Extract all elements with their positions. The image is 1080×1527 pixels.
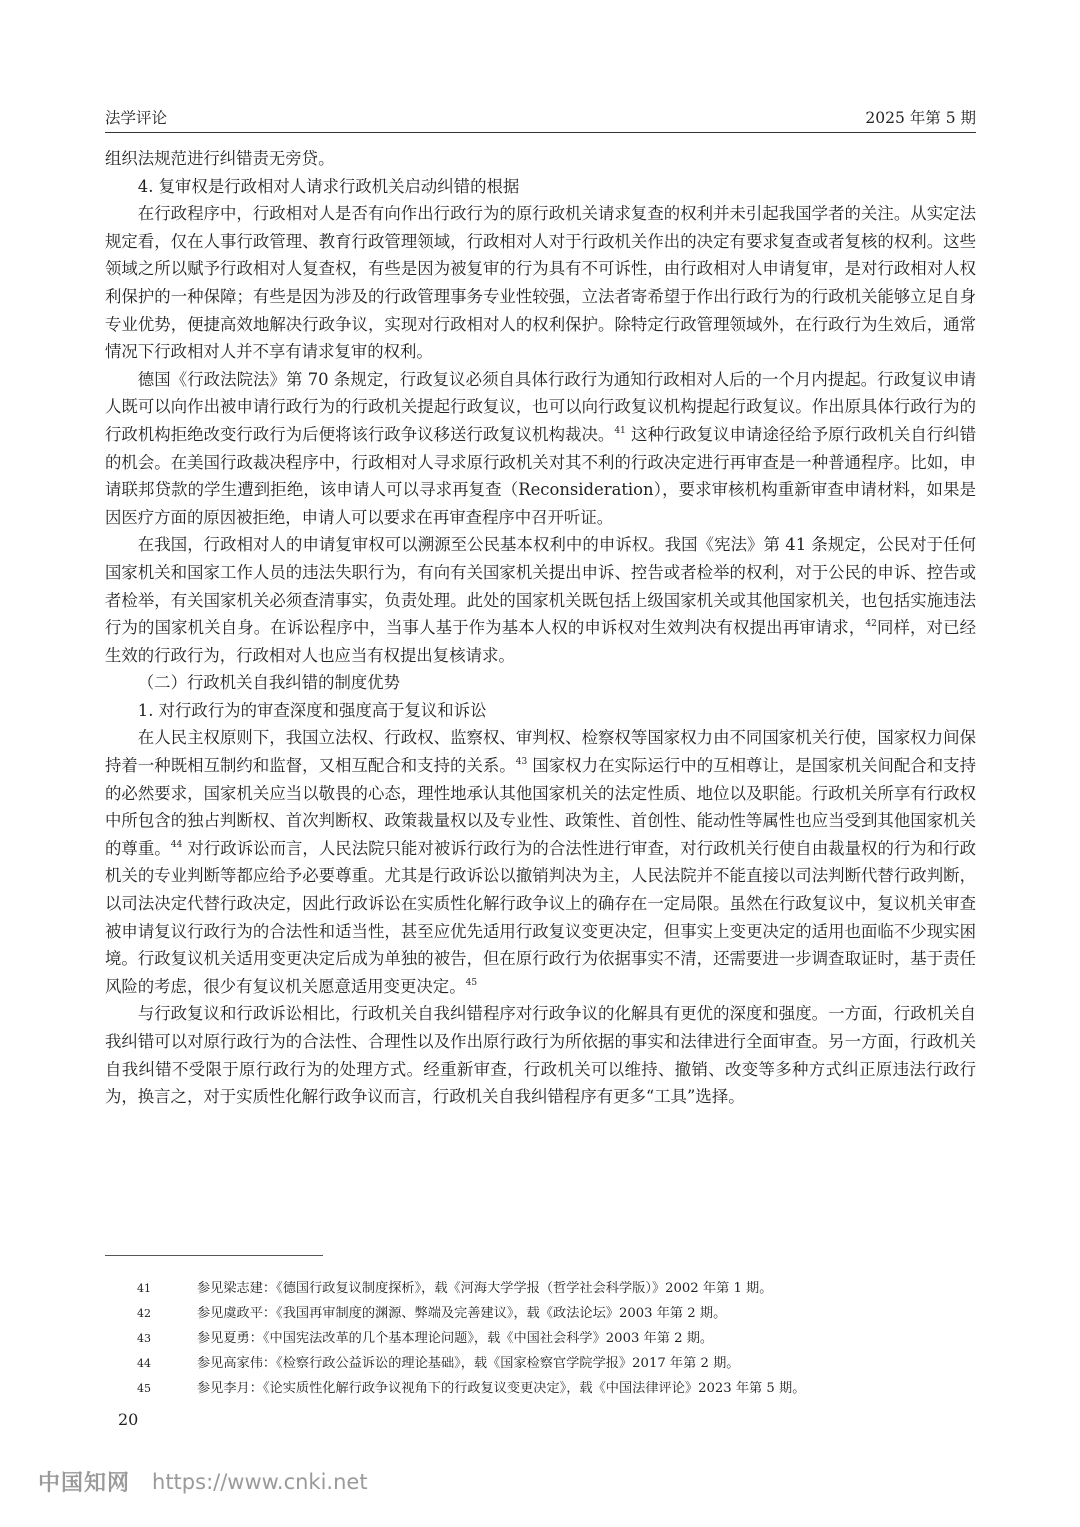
footnote-number: 45 xyxy=(137,1382,151,1395)
footnote xyxy=(105,1376,976,1401)
paragraph-text: 对行政诉讼而言，人民法院只能对被诉行政行为的合法性进行审查，对行政机关行使自由裁量权的行为和行政机关的专业判断等都应给予必要尊重。尤其是行政诉讼以撤销判决为主，人民法院并不能直接以司法判断代替行政判断，以司法决定代替行政决定，因此行政诉讼在实质性化解行政争议上的确存在一定局限。虽然在行政复议中，复议机关审查被申请复议行政行为的合法性和适当性，甚至应优先适用行政复议变更决定，但事实上变更决定的适用也面临不少现实困境。行政复议机关适用变更决定后成为单独的被告，但在原行政行为依据事实不清，还需要进一步调查取证时，基于责任风险的考虑，很少有复议机关愿意适用变更决定。 xyxy=(105,838,976,996)
cnki-url: https://www.cnki.net xyxy=(152,1469,368,1494)
footnote-text: 参见虞政平：《我国再审制度的渊源、弊端及完善建议》，载《政法论坛》2003 年第 2 期。 xyxy=(197,1306,727,1321)
footnote-text: 参见高家伟：《检察行政公益诉讼的理论基础》，载《国家检察官学院学报》2017 年第 2 期。 xyxy=(197,1356,740,1371)
paragraph-text: 国家权力在实际运行中的互相尊让，是国家机关间配合和支持的必然要求，国家机关应当以敬畏的心态，理性地承认其他国家机关的法定性质、地位以及职能。行政机关所享有行政权中所包含的独占判断权、首次判断权、政策裁量权以及专业性、政策性、首创性、能动性等属性也应当受到其他国家机关的尊重。 xyxy=(105,756,976,858)
footnote-ref: 41 xyxy=(614,425,626,436)
paragraph-text: 德国《行政法院法》第 70 条规定，行政复议必须自具体行政行为通知行政相对人后的一个月内提起。行政复议申请人既可以向作出被申请行政行为的行政机关提起行政复议，也可以向行政复议机构提起行政复议。作出原具体行政行为的行政机构拒绝改变行政行为后便将该行政争议移送行政复议机构裁决。 xyxy=(105,369,976,444)
footnote-number: 41 xyxy=(137,1282,151,1295)
paragraph-text: 在人民主权原则下，我国立法权、行政权、监察权、审判权、检察权等国家权力由不同国家机关行使，国家权力间保持着一种既相互制约和监督，又相互配合和支持的关系。 xyxy=(105,728,976,776)
paragraph: 与行政复议和行政诉讼相比，行政机关自我纠错程序对行政争议的化解具有更优的深度和强度。一方面，行政机关自我纠错可以对原行政行为的合法性、合理性以及作出原行政行为所依据的事实和法律进行全面审查。另一方面，行政机关自我纠错不受限于原行政行为的处理方式。经重新审查，行政机关可以维持、撤销、改变等多种方式纠正原违法行政行为，换言之，对于实质性化解行政争议而言，行政机关自我纠错程序有更多“工具”选择。 xyxy=(105,1004,976,1107)
footnote xyxy=(105,1351,976,1376)
section-heading-4: 4. 复审权是行政相对人请求行政机关启动纠错的根据 xyxy=(137,176,520,196)
footnote-separator xyxy=(105,1255,323,1256)
footnote-text: 参见李月：《论实质性化解行政争议视角下的行政复议变更决定》，载《中国法律评论》2023 年第 5 期。 xyxy=(197,1381,806,1396)
paragraph xyxy=(105,366,976,532)
footnote-ref: 43 xyxy=(515,757,528,768)
footnotes xyxy=(105,1276,976,1401)
footnote-ref: 44 xyxy=(170,839,183,850)
cnki-logo: 中国知网 xyxy=(38,1471,131,1496)
issue-label: 2025 年第 5 期 xyxy=(865,109,976,127)
paragraph-text: 这种行政复议申请途径给予原行政机关自行纠错的机会。在美国行政裁决程序中，行政相对人寻求原行政机关对其不利的行政决定进行再审查是一种普通程序。比如，申请联邦贷款的学生遭到拒绝，该申请人可以寻求再复查（Reconsideration），要求审核机构重新审查申请材料，如果是因医疗方面的原因被拒绝，申请人可以要求在再审查程序中召开听证。 xyxy=(105,424,976,527)
paragraph: 在行政程序中，行政相对人是否有向作出行政行为的原行政机关请求复查的权利并未引起我国学者的关注。从实定法规定看，仅在人事行政管理、教育行政管理领域，行政相对人对于行政机关作出的决定有要求复查或者复核的权利。这些领域之所以赋予行政相对人复查权，有些是因为被复审的行为具有不可诉性，由行政相对人申请复审，是对行政相对人权利保护的一种保障；有些是因为涉及的行政管理事务专业性较强，立法者寄希望于作出行政行为的行政机关能够立足自身专业优势，便捷高效地解决行政争议，实现对行政相对人的权利保护。除特定行政管理领域外，在行政行为生效后，通常情况下行政相对人并不享有请求复审的权利。 xyxy=(105,204,976,362)
page-number: 20 xyxy=(118,1410,139,1429)
paragraph-text: 在我国，行政相对人的申请复审权可以溯源至公民基本权利中的申诉权。我国《宪法》第 41 条规定，公民对于任何国家机关和国家工作人员的违法失职行为，有向有关国家机关提出申诉、控告或者检举的权利，对于公民的申诉、控告或者检举，有关国家机关必须查清事实，负责处理。此处的国家机关既包括上级国家机关或其他国家机关，也包括实施违法行为的国家机关自身。在诉讼程序中，当事人基于作为基本人权的申诉权对生效判决有权提出再审请求， xyxy=(105,535,976,638)
footnote-number: 42 xyxy=(137,1307,151,1320)
footnote-ref: 45 xyxy=(465,977,478,988)
running-header xyxy=(105,96,976,133)
paragraph-text: 同样，对已经生效的行政行为，行政相对人也应当有权提出复核请求。 xyxy=(105,618,977,665)
section-heading-1: 1. 对行政行为的审查深度和强度高于复议和诉讼 xyxy=(137,700,487,720)
footnote-number: 43 xyxy=(137,1332,151,1345)
footnote-text: 参见夏勇：《中国宪法改革的几个基本理论问题》，载《中国社会科学》2003 年第 2 期。 xyxy=(197,1331,714,1346)
footnote xyxy=(105,1276,976,1301)
body-text xyxy=(105,145,976,1111)
footnote-number: 44 xyxy=(137,1357,151,1370)
paragraph xyxy=(105,724,976,1000)
footnote xyxy=(105,1301,976,1326)
journal-name: 法学评论 xyxy=(105,109,168,127)
footnote-ref: 42 xyxy=(865,619,877,630)
paragraph xyxy=(105,531,976,669)
section-heading-2: （二）行政机关自我纠错的制度优势 xyxy=(137,673,401,693)
paragraph-continued: 组织法规范进行纠错责无旁贷。 xyxy=(105,149,335,168)
footnote xyxy=(105,1326,976,1351)
footnote-text: 参见梁志建：《德国行政复议制度探析》，载《河海大学学报（哲学社会科学版）》2002 年第 1 期。 xyxy=(197,1281,773,1296)
watermark xyxy=(38,1466,368,1497)
